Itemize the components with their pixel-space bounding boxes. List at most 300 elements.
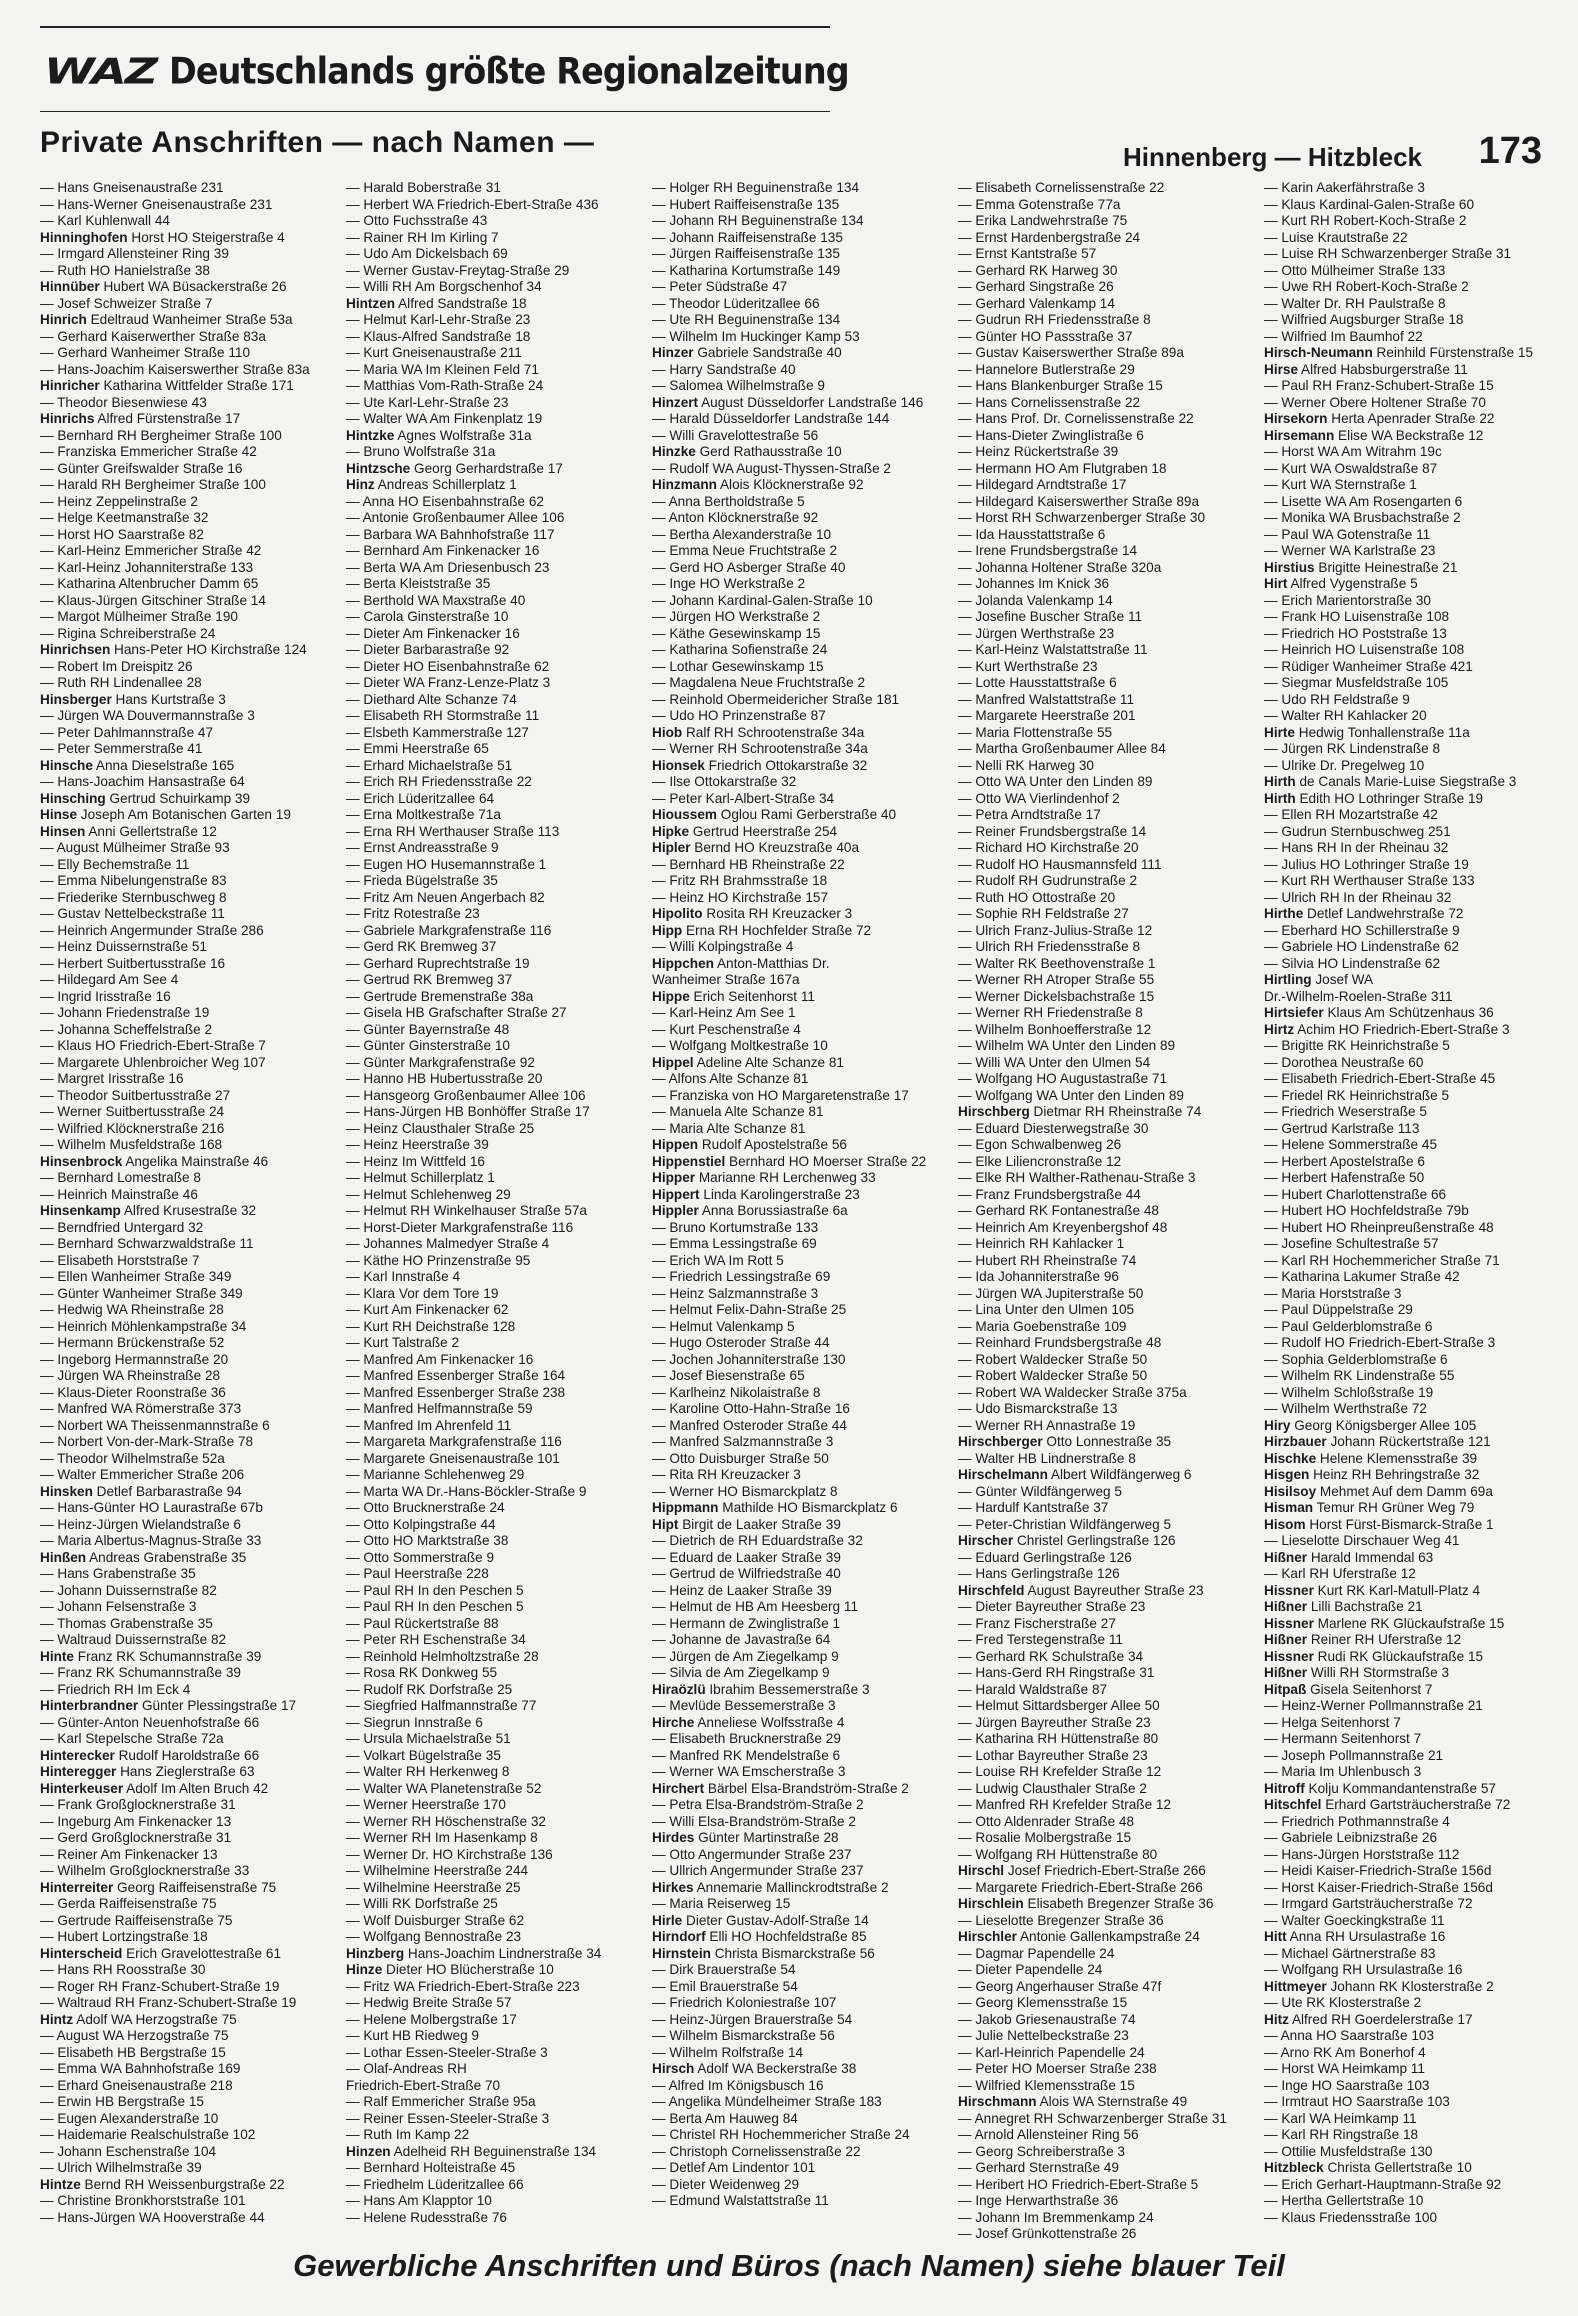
listing-entry: Hinzert August Düsseldorfer Landstraße 146 (652, 394, 924, 410)
listing-entry: — Erhard Michaelstraße 51 (346, 757, 513, 773)
listing-entry: — Thomas Grabenstraße 35 (40, 1615, 213, 1631)
listing-entry: — Horst WA Heimkamp 11 (1264, 2061, 1425, 2076)
listing-entry: — Bernhard Schwarzwaldstraße 11 (40, 1236, 254, 1251)
listing-entry: — Christel RH Hochemmericher Straße 24 (652, 2127, 910, 2142)
listing-entry: Hinsenkamp Alfred Krusestraße 32 (40, 1203, 257, 1218)
listing-entry: — Jakob Griesenaustraße 74 (958, 2011, 1136, 2027)
listing-entry: — Kurt Talstraße 2 (346, 1335, 460, 1350)
listing-entry: — Hans Gerlingstraße 126 (958, 1566, 1120, 1581)
listing-entry: — Barbara WA Bahnhofstraße 117 (346, 526, 555, 542)
listing-entry: — Friedrich Pothmannstraße 4 (1264, 1813, 1450, 1829)
listing-entry: — Hildegard Am See 4 (40, 972, 179, 987)
listing-entry: — Maria Albertus-Magnus-Straße 33 (40, 1533, 262, 1548)
listing-entry: — Harald Waldstraße 87 (958, 1681, 1108, 1697)
waz-logo: WAZ (44, 49, 157, 93)
listing-entry: — Brigitte RK Heinrichstraße 5 (1264, 1038, 1450, 1053)
listing-entry: — Horst RH Schwarzenberger Straße 30 (958, 510, 1206, 525)
listing-entry: — Inge Herwarthstraße 36 (958, 2193, 1119, 2208)
listing-entry: — Klaus HO Friedrich-Ebert-Straße 7 (40, 1038, 266, 1053)
listing-entry: — Julie Nettelbeckstraße 23 (958, 2028, 1129, 2043)
listing-entry: — Johannes Im Knick 36 (958, 576, 1110, 591)
listing-entry: — Frank Großglocknerstraße 31 (40, 1797, 236, 1812)
listing-entry: — Gabriele Markgrafenstraße 116 (346, 922, 552, 938)
listing-entry: — Manfred Am Finkenacker 16 (346, 1351, 534, 1367)
listing-entry: — Otto Kolpingstraße 44 (346, 1516, 496, 1532)
listing-entry: — Hildegard Kaiserswerther Straße 89a (958, 493, 1200, 509)
listing-entry: Hinzberg Hans-Joachim Lindnerstraße 34 (346, 1945, 602, 1961)
listing-entry: — Fred Terstegenstraße 11 (958, 1632, 1123, 1647)
listing-entry: — Gerhard Singstraße 26 (958, 279, 1114, 294)
listing-entry: — Johanna Scheffelstraße 2 (40, 1021, 213, 1037)
listing-entry: Hinsenbrock Angelika Mainstraße 46 (40, 1153, 269, 1169)
listing-entry: — Theodor Biesenwiese 43 (40, 394, 207, 410)
listing-entry: Hirte Hedwig Tonhallenstraße 11a (1264, 724, 1470, 740)
listing-entry: — Carola Ginsterstraße 10 (346, 609, 509, 624)
listing-column-5 (1264, 180, 1556, 2226)
listing-entry: — Theodor Lüderitzallee 66 (652, 295, 820, 311)
listing-entry: — Erna Moltkestraße 71a (346, 807, 501, 822)
listing-entry: — Dieter Papendelle 24 (958, 1962, 1103, 1977)
listing-entry: — Rita RH Kreuzacker 3 (652, 1467, 801, 1482)
listing-entry: — Bernhard HB Rheinstraße 22 (652, 856, 845, 872)
listing-entry: Hißner Harald Immendal 63 (1264, 1549, 1434, 1565)
listing-entry: — Wilfried Klemensstraße 15 (958, 2077, 1135, 2093)
listing-entry: — Ida Hausstattstraße 6 (958, 526, 1106, 542)
listing-entry: — Günter Wanheimer Straße 349 (40, 1285, 243, 1301)
listing-entry: — Otto WA Vierlindenhof 2 (958, 790, 1120, 806)
listing-entry: — Eberhard HO Schillerstraße 9 (1264, 922, 1460, 938)
listing-entry: — Peter HO Moerser Straße 238 (958, 2061, 1157, 2076)
listing-entry: Hirkes Annemarie Mallinckrodtstraße 2 (652, 1879, 889, 1895)
listing-entry: — Udo RH Feldstraße 9 (1264, 691, 1410, 707)
listing-entry: — Magdalena Neue Fruchtstraße 2 (652, 675, 866, 690)
listing-entry: Hirtz Achim HO Friedrich-Ebert-Straße 3 (1264, 1021, 1510, 1037)
listing-entry: Hitz Alfred RH Goerdelerstraße 17 (1264, 2011, 1473, 2027)
listing-entry: Hirscher Christel Gerlingstraße 126 (958, 1533, 1176, 1548)
listing-entry: — Gerd HO Asberger Straße 40 (652, 559, 846, 575)
listing-entry: — Lina Unter den Ulmen 105 (958, 1302, 1135, 1317)
listing-entry: — Manfred Im Ahrenfeld 11 (346, 1417, 512, 1433)
listing-entry: — Irmtraut HO Saarstraße 103 (1264, 2094, 1450, 2109)
listing-entry: — Johann Eschenstraße 104 (40, 2143, 217, 2159)
listing-entry: — Josefine Schultestraße 57 (1264, 1236, 1439, 1251)
listing-entry: — Ulrich Wilhelmstraße 39 (40, 2160, 202, 2175)
listing-entry: — Heinz-Werner Pollmannstraße 21 (1264, 1698, 1483, 1713)
listing-entry: — Wilhelm WA Unter den Linden 89 (958, 1038, 1176, 1053)
listing-entry: — Karl-Heinz Am See 1 (652, 1005, 796, 1020)
listing-entry: Hirle Dieter Gustav-Adolf-Straße 14 (652, 1912, 869, 1928)
listing-entry: — Emma Neue Fruchtstraße 2 (652, 543, 838, 558)
listing-entry: — Wilhelmine Heerstraße 25 (346, 1879, 521, 1895)
listing-entry: Hinz Andreas Schillerplatz 1 (346, 477, 517, 492)
listing-entry: — Waltraud Duissernstraße 82 (40, 1632, 227, 1647)
listing-entry: — Walter RH Herkenweg 8 (346, 1764, 510, 1779)
listing-entry: — Johanna Holtener Straße 320a (958, 559, 1162, 575)
listing-entry: — Hansgeorg Großenbaumer Allee 106 (346, 1087, 586, 1103)
listing-entry: — Kurt WA Sternstraße 1 (1264, 477, 1417, 492)
listing-entry: — Eugen Alexanderstraße 10 (40, 2110, 219, 2126)
listing-entry: — Julius HO Lothringer Straße 19 (1264, 856, 1469, 872)
listing-entry: — Sophie RH Feldstraße 27 (958, 906, 1129, 921)
listing-entry: — Willi Elsa-Brandström-Straße 2 (652, 1813, 856, 1829)
listing-entry: — Manfred WA Römerstraße 373 (40, 1401, 242, 1416)
listing-entry: Hissner Kurt RK Karl-Matull-Platz 4 (1264, 1582, 1481, 1598)
listing-entry: — Franz RK Schumannstraße 39 (40, 1665, 241, 1680)
listing-entry: Hinterreiter Georg Raiffeisenstraße 75 (40, 1879, 277, 1895)
listing-entry: — Hans-Dieter Zwinglistraße 6 (958, 427, 1144, 443)
listing-entry: — Heinz Heerstraße 39 (346, 1137, 489, 1152)
listing-entry: — Friedhelm Lüderitzallee 66 (346, 2176, 524, 2192)
listing-entry: — Gerd RK Bremweg 37 (346, 939, 497, 954)
listing-entry: — Reinhold Obermeidericher Straße 181 (652, 691, 900, 707)
listing-entry: — Hans RH Roosstraße 30 (40, 1962, 206, 1977)
listing-entry: — Wilfried Im Baumhof 22 (1264, 328, 1423, 344)
listing-entry: — Georg Angerhauser Straße 47f (958, 1978, 1162, 1994)
listing-entry: — Eduard de Laaker Straße 39 (652, 1549, 841, 1565)
listing-entry: — Günter Wildfängerweg 5 (958, 1483, 1122, 1499)
listing-entry: — Hubert HO Rheinpreußenstraße 48 (1264, 1219, 1494, 1235)
listing-entry: — Hermann Brückenstraße 52 (40, 1335, 225, 1350)
listing-entry: — Wilfried Klöcknerstraße 216 (40, 1120, 225, 1136)
listing-entry: — Gisela HB Grafschafter Straße 27 (346, 1005, 567, 1020)
listing-entry: Hinrichsen Hans-Peter HO Kirchstraße 124 (40, 642, 307, 657)
listing-entry: — Günter HO Passstraße 37 (958, 328, 1133, 344)
listing-entry: — Heinz Clausthaler Straße 25 (346, 1120, 535, 1136)
listing-entry: — Hans Am Klapptor 10 (346, 2193, 492, 2208)
listing-entry: — Wilhelm Im Huckinger Kamp 53 (652, 328, 860, 344)
listing-entry: — Richard HO Kirchstraße 20 (958, 840, 1139, 855)
listing-entry: Hissner Rudi RK Glückaufstraße 15 (1264, 1648, 1484, 1664)
listing-entry: — Walter RK Beethovenstraße 1 (958, 955, 1156, 971)
listing-entry: — Heinz Zeppelinstraße 2 (40, 493, 198, 509)
listing-entry: — Hermann Seitenhorst 7 (1264, 1731, 1422, 1746)
listing-entry: — Manfred Helfmannstraße 59 (346, 1401, 533, 1416)
listing-entry: — Alfred Im Königsbusch 16 (652, 2077, 824, 2093)
listing-entry: Hipke Gertrud Heerstraße 254 (652, 823, 838, 839)
listing-entry: — Hannelore Butlerstraße 29 (958, 361, 1135, 377)
listing-entry: — Egon Schwalbenweg 26 (958, 1137, 1122, 1152)
listing-entry: — Kurt HB Riedweg 9 (346, 2028, 479, 2043)
listing-entry: — Johann Friedenstraße 19 (40, 1005, 210, 1020)
listing-entry: — Heinz-Jürgen Brauerstraße 54 (652, 2011, 853, 2027)
listing-entry: — Horst Kaiser-Friedrich-Straße 156d (1264, 1879, 1493, 1895)
listing-entry: Hirschberg Dietmar RH Rheinstraße 74 (958, 1104, 1202, 1119)
listing-entry: — Hedwig Breite Straße 57 (346, 1995, 512, 2010)
listing-entry: Hinzke Gerd Rathausstraße 10 (652, 444, 842, 459)
listing-entry: — Heinrich RH Kahlacker 1 (958, 1236, 1125, 1251)
listing-entry: — Hans Blankenburger Straße 15 (958, 378, 1163, 393)
listing-entry: — Helmut Schillerplatz 1 (346, 1170, 495, 1185)
listing-entry: Hinsken Detlef Barbarastraße 94 (40, 1483, 242, 1499)
listing-entry: — Wolfgang WA Unter den Linden 89 (958, 1087, 1184, 1103)
listing-entry: — Günter Markgrafenstraße 92 (346, 1054, 535, 1070)
listing-entry: Hippmann Mathilde HO Bismarckplatz 6 (652, 1500, 898, 1515)
listing-entry: — Ute RH Beguinenstraße 134 (652, 312, 841, 327)
listing-entry: — Reiner Am Finkenacker 13 (40, 1846, 218, 1862)
listing-entry: — Hildegard Arndtstraße 17 (958, 477, 1127, 492)
listing-entry: — Berta WA Am Driesenbusch 23 (346, 559, 550, 575)
listing-entry: Hinterbrandner Günter Plessingstraße 17 (40, 1698, 297, 1713)
listing-entry: — Emma Lessingstraße 69 (652, 1236, 817, 1251)
listing-entry: — Margarete Heerstraße 201 (958, 708, 1136, 723)
listing-entry: — Rüdiger Wanheimer Straße 421 (1264, 658, 1473, 674)
listing-entry: — Gerhard Ruprechtstraße 19 (346, 955, 530, 971)
listing-entry: — Hans-Jürgen Horststraße 112 (1264, 1846, 1460, 1862)
listing-entry: — Franz Frundsbergstraße 44 (958, 1186, 1141, 1202)
listing-entry: — Hans-Gerd RH Ringstraße 31 (958, 1665, 1155, 1680)
listing-entry: — Ellen RH Mozartstraße 42 (1264, 807, 1438, 822)
listing-entry: — Katharina RH Hüttenstraße 80 (958, 1731, 1159, 1746)
listing-entry: — Karl-Heinrich Papendelle 24 (958, 2044, 1145, 2060)
listing-entry: — Paul Heerstraße 228 (346, 1566, 489, 1581)
listing-entry: — Matthias Vom-Rath-Straße 24 (346, 378, 544, 393)
listing-entry: — Karl-Heinz Johanniterstraße 133 (40, 559, 254, 575)
listing-entry: — Erhard Gneisenaustraße 218 (40, 2077, 233, 2093)
listing-entry: — Irene Frundsbergstraße 14 (958, 543, 1138, 558)
listing-entry: Hinßen Andreas Grabenstraße 35 (40, 1549, 247, 1565)
listing-entry: — Elke RH Walther-Rathenau-Straße 3 (958, 1170, 1196, 1185)
listing-entry: — Ruth HO Hanielstraße 38 (40, 262, 210, 278)
listing-entry: — Michael Gärtnerstraße 83 (1264, 1945, 1436, 1961)
listing-entry: — Horst WA Am Witrahm 19c (1264, 444, 1442, 459)
listing-entry: — Werner Heerstraße 170 (346, 1797, 506, 1812)
listing-entry: Hirtling Josef WA (1264, 972, 1374, 987)
listing-entry: — Helmut Schlehenweg 29 (346, 1186, 511, 1202)
listing-entry: Hirtsiefer Klaus Am Schützenhaus 36 (1264, 1005, 1494, 1020)
listing-entry: — Walter WA Am Finkenplatz 19 (346, 411, 543, 426)
listing-entry: — Udo HO Prinzenstraße 87 (652, 708, 826, 723)
listing-entry: — Otto Sommerstraße 9 (346, 1549, 495, 1565)
listing-entry: — Wilhelm Schloßstraße 19 (1264, 1384, 1434, 1400)
listing-entry: — Karoline Otto-Hahn-Straße 16 (652, 1401, 850, 1416)
listing-entry: — Holger RH Beguinenstraße 134 (652, 180, 860, 195)
listing-entry: — Wilfried Augsburger Straße 18 (1264, 312, 1464, 327)
listing-entry: — Lothar Bayreuther Straße 23 (958, 1747, 1148, 1763)
listing-entry: — Katharina Lakumer Straße 42 (1264, 1269, 1460, 1284)
listing-entry: — Hans Cornelissenstraße 22 (958, 394, 1141, 410)
listing-entry: — Wilhelm Bonhoefferstraße 12 (958, 1021, 1152, 1037)
listing-entry: — Dieter HO Eisenbahnstraße 62 (346, 658, 550, 674)
listing-entry: — Lisette WA Am Rosengarten 6 (1264, 493, 1463, 509)
listing-entry: Hirschmann Alois WA Sternstraße 49 (958, 2094, 1188, 2109)
listing-entry: — Reiner Essen-Steeler-Straße 3 (346, 2110, 550, 2126)
listing-entry: — Margarete Gneisenaustraße 101 (346, 1450, 560, 1466)
listing-entry: — Ulrich RH In der Rheinau 32 (1264, 889, 1452, 905)
listing-entry: Hinse Joseph Am Botanischen Garten 19 (40, 807, 291, 822)
listing-entry: — Roger RH Franz-Schubert-Straße 19 (40, 1978, 280, 1994)
listing-entry: — Berthold WA Maxstraße 40 (346, 592, 526, 608)
listing-entry: — Paul RH In den Peschen 5 (346, 1582, 524, 1598)
listing-entry: — Dieter Bayreuther Straße 23 (958, 1599, 1146, 1614)
listing-entry: Hitroff Kolju Kommandantenstraße 57 (1264, 1780, 1496, 1796)
listing-entry: — Paul RH Franz-Schubert-Straße 15 (1264, 378, 1494, 393)
listing-entry: — Fritz WA Friedrich-Ebert-Straße 223 (346, 1978, 580, 1994)
listing-entry: — Hedwig WA Rheinstraße 28 (40, 1302, 224, 1317)
listing-entry: Hinnüber Hubert WA Büsackerstraße 26 (40, 279, 287, 294)
listing-entry: Hißner Reiner RH Uferstraße 12 (1264, 1632, 1462, 1647)
listing-entry: — Werner RH Höschenstraße 32 (346, 1813, 546, 1829)
listing-entry: — Wolfgang Bennostraße 23 (346, 1929, 522, 1944)
listing-entry: Dr.-Wilhelm-Roelen-Straße 311 (1264, 988, 1453, 1004)
listing-entry: — Otto Angermunder Straße 237 (652, 1846, 852, 1862)
listing-entry: — Werner Obere Holtener Straße 70 (1264, 394, 1486, 410)
listing-entry: — Gertrud RK Bremweg 37 (346, 972, 513, 987)
listing-entry: — Gerhard Kaiserwerther Straße 83a (40, 328, 266, 344)
listing-entry: — Lotte Hausstattstraße 6 (958, 675, 1117, 690)
listing-entry: — Manuela Alte Schanze 81 (652, 1104, 824, 1119)
listing-entry: Hippen Rudolf Apostelstraße 56 (652, 1137, 847, 1152)
listing-entry: — Dieter WA Franz-Lenze-Platz 3 (346, 675, 551, 690)
listing-entry: — Margareta Markgrafenstraße 116 (346, 1434, 562, 1449)
listing-entry: Hitzbleck Christa Gellertstraße 10 (1264, 2160, 1472, 2175)
listing-entry: — Lothar Essen-Steeler-Straße 3 (346, 2044, 548, 2060)
listing-entry: Hirzbauer Johann Rückertstraße 121 (1264, 1434, 1491, 1449)
listing-entry: Hirschl Josef Friedrich-Ebert-Straße 266 (958, 1863, 1206, 1878)
listing-entry: — Helmut de HB Am Heesberg 11 (652, 1599, 859, 1614)
listing-entry: — Emma Nibelungenstraße 83 (40, 873, 227, 888)
listing-entry: — Anna Bertholdstraße 5 (652, 493, 805, 509)
listing-entry: — Klara Vor dem Tore 19 (346, 1285, 499, 1301)
listing-entry: — Wilhelm Werthstraße 72 (1264, 1401, 1427, 1416)
listing-entry: — Kurt WA Oswaldstraße 87 (1264, 460, 1438, 476)
listing-entry: — Käthe HO Prinzenstraße 95 (346, 1252, 531, 1268)
listing-entry: — Nelli RK Harweg 30 (958, 757, 1094, 773)
listing-entry: — Siegmar Musfeldstraße 105 (1264, 675, 1449, 690)
listing-entry: — Ernst Hardenbergstraße 24 (958, 229, 1141, 245)
listing-entry: Hinte Franz RK Schumannstraße 39 (40, 1648, 262, 1664)
listing-entry: — Rudolf HO Friedrich-Ebert-Straße 3 (1264, 1335, 1496, 1350)
listing-entry: — Friederike Sternbuschweg 8 (40, 889, 227, 905)
listing-entry: — Kurt RH Deichstraße 128 (346, 1318, 516, 1334)
listing-entry: Hintzsche Georg Gerhardstraße 17 (346, 460, 563, 476)
listing-entry: — Günter Greifswalder Straße 16 (40, 460, 243, 476)
listing-entry: — Reinhard Frundsbergstraße 48 (958, 1335, 1162, 1350)
listing-entry: — Joseph Pollmannstraße 21 (1264, 1747, 1444, 1763)
listing-entry: — Peter Dahlmannstraße 47 (40, 724, 214, 740)
listing-entry: Hipt Birgit de Laaker Straße 39 (652, 1516, 841, 1532)
listing-entry: — Udo Bismarckstraße 13 (958, 1401, 1118, 1416)
listing-entry: — Johanne de Javastraße 64 (652, 1632, 831, 1647)
listing-entry: — Franziska von HO Margaretenstraße 17 (652, 1087, 909, 1103)
listing-entry: — Karin Aakerfährstraße 3 (1264, 180, 1425, 195)
listing-entry: — Hans-Joachim Kaiserswerther Straße 83a (40, 361, 310, 377)
listing-entry: — Ottilie Musfeldstraße 130 (1264, 2143, 1433, 2159)
listing-entry: — Werner WA Karlstraße 23 (1264, 543, 1436, 558)
listing-entry: — Karl Kuhlenwall 44 (40, 213, 170, 228)
listing-entry: — Frieda Bügelstraße 35 (346, 873, 498, 888)
listing-entry: Hirschberger Otto Lonnestraße 35 (958, 1434, 1172, 1449)
listing-entry: — Josefine Buscher Straße 11 (958, 609, 1143, 624)
listing-entry: — Theodor Suitbertusstraße 27 (40, 1087, 231, 1103)
listing-entry: — Inge HO Saarstraße 103 (1264, 2077, 1430, 2093)
listing-entry: — Annegret RH Schwarzenberger Straße 31 (958, 2110, 1227, 2126)
listing-entry: — Gerd Großglocknerstraße 31 (40, 1830, 232, 1845)
listing-entry: — Dieter Weidenweg 29 (652, 2176, 800, 2192)
listing-entry: — Johann RH Beguinenstraße 134 (652, 213, 864, 228)
listing-entry: — Wilhelm RK Lindenstraße 55 (1264, 1368, 1455, 1383)
listing-entry: — Berta Kleiststraße 35 (346, 576, 491, 591)
listing-entry: — Norbert Von-der-Mark-Straße 78 (40, 1434, 254, 1449)
listing-entry: — Haidemarie Realschulstraße 102 (40, 2127, 256, 2142)
listing-entry: Hippenstiel Bernhard HO Moerser Straße 22 (652, 1153, 927, 1169)
listing-entry: Hirth de Canals Marie-Luise Siegstraße 3 (1264, 774, 1517, 789)
listing-entry: Hinsche Anna Dieselstraße 165 (40, 757, 235, 773)
listing-entry: — Irmgard Allensteiner Ring 39 (40, 246, 229, 261)
listing-entry: — Dieter Am Finkenacker 16 (346, 625, 520, 641)
listing-entry: — Kurt Am Finkenacker 62 (346, 1302, 509, 1317)
listing-entry: — Jürgen HO Werkstraße 2 (652, 609, 821, 624)
listing-entry: — Jürgen Raiffeisenstraße 135 (652, 246, 840, 261)
listing-entry: — Helmut Felix-Dahn-Straße 25 (652, 1302, 847, 1317)
listing-entry: Hippert Linda Karolingerstraße 23 (652, 1186, 860, 1202)
listing-entry: — Bruno Kortumstraße 133 (652, 1219, 819, 1235)
listing-entry: — Franz Fischerstraße 27 (958, 1615, 1116, 1631)
listing-entry: — Josef Grünkottenstraße 26 (958, 2226, 1137, 2241)
listing-entry: — Helmut Valenkamp 5 (652, 1318, 795, 1334)
listing-entry: — Ingeborg Hermannstraße 20 (40, 1351, 229, 1367)
page-number: 173 (1478, 130, 1542, 172)
listing-entry: — Harald Boberstraße 31 (346, 180, 501, 195)
listing-entry: — Helmut Karl-Lehr-Straße 23 (346, 312, 531, 327)
listing-entry: Hippchen Anton-Matthias Dr. (652, 955, 830, 971)
listing-entry: — Maria Im Uhlenbusch 3 (1264, 1764, 1422, 1779)
listing-entry: — Edmund Walstattstraße 11 (652, 2193, 829, 2208)
listing-entry: — Wilhelm Großglocknerstraße 33 (40, 1863, 250, 1878)
listing-entry: Hinzmann Alois Klöcknerstraße 92 (652, 477, 864, 492)
listing-entry: Hintzke Agnes Wolfstraße 31a (346, 427, 532, 443)
listing-entry: — Margarete Friedrich-Ebert-Straße 266 (958, 1879, 1203, 1895)
listing-entry: Hintz Adolf WA Herzogstraße 75 (40, 2011, 237, 2027)
listing-entry: Hipp Erna RH Hochfelder Straße 72 (652, 922, 872, 938)
listing-entry: — Kurt RH Robert-Koch-Straße 2 (1264, 213, 1467, 228)
listing-entry: — Berta Am Hauweg 84 (652, 2110, 798, 2126)
listing-entry: — August WA Herzogstraße 75 (40, 2028, 229, 2043)
listing-entry: — Heinz de Laaker Straße 39 (652, 1582, 832, 1598)
listing-entry: — Herbert WA Friedrich-Ebert-Straße 436 (346, 196, 599, 212)
listing-entry: Hirschelmann Albert Wildfängerweg 6 (958, 1467, 1192, 1482)
listing-entry: — Otto Duisburger Straße 50 (652, 1450, 829, 1466)
listing-entry: — Werner HO Bismarckplatz 8 (652, 1483, 838, 1499)
listing-entry: — Rudolf WA August-Thyssen-Straße 2 (652, 460, 891, 476)
listing-entry: — Gerhard Valenkamp 14 (958, 295, 1115, 311)
listing-entry: Hinze Dieter HO Blücherstraße 10 (346, 1962, 554, 1977)
listing-entry: — Friedel RK Heinrichstraße 5 (1264, 1087, 1450, 1103)
listing-entry: — Katharina Sofienstraße 24 (652, 642, 828, 657)
listing-entry: — Marta WA Dr.-Hans-Böckler-Straße 9 (346, 1483, 587, 1499)
header-top-rule (40, 26, 830, 28)
listing-entry: — Inge HO Werkstraße 2 (652, 576, 806, 591)
listing-entry: Hißner Willi RH Stormstraße 3 (1264, 1665, 1450, 1680)
listing-entry: — Theodor Wilhelmstraße 52a (40, 1450, 225, 1466)
listing-entry: — Helga Seitenhorst 7 (1264, 1714, 1401, 1730)
page-header (40, 26, 1542, 172)
listing-entry: — Emil Brauerstraße 54 (652, 1978, 798, 1994)
listing-entry: — Manfred Osteroder Straße 44 (652, 1417, 847, 1433)
listing-entry: — Günter Bayernstraße 48 (346, 1021, 510, 1037)
listing-entry: Hipolito Rosita RH Kreuzacker 3 (652, 906, 853, 921)
listing-entry: — Manfred Salzmannstraße 3 (652, 1434, 834, 1449)
listing-entry: — Jürgen Bayreuther Straße 23 (958, 1714, 1151, 1730)
listing-entry: — Erich Gerhart-Hauptmann-Straße 92 (1264, 2176, 1502, 2192)
listing-entry: — Bernhard RH Bergheimer Straße 100 (40, 427, 282, 443)
listing-entry: Hirchert Bärbel Elsa-Brandström-Straße 2 (652, 1780, 909, 1796)
listing-entry: — Uwe RH Robert-Koch-Straße 2 (1264, 279, 1469, 294)
listing-entry: — Fritz Rotestraße 23 (346, 906, 480, 921)
listing-entry: — Gerhard Sternstraße 49 (958, 2160, 1119, 2175)
listing-entry: — Friedrich RH Im Eck 4 (40, 1681, 191, 1697)
listing-entry: — Frank HO Luisenstraße 108 (1264, 609, 1450, 624)
listing-entry: — Wolfgang RH Ursulastraße 16 (1264, 1962, 1463, 1977)
